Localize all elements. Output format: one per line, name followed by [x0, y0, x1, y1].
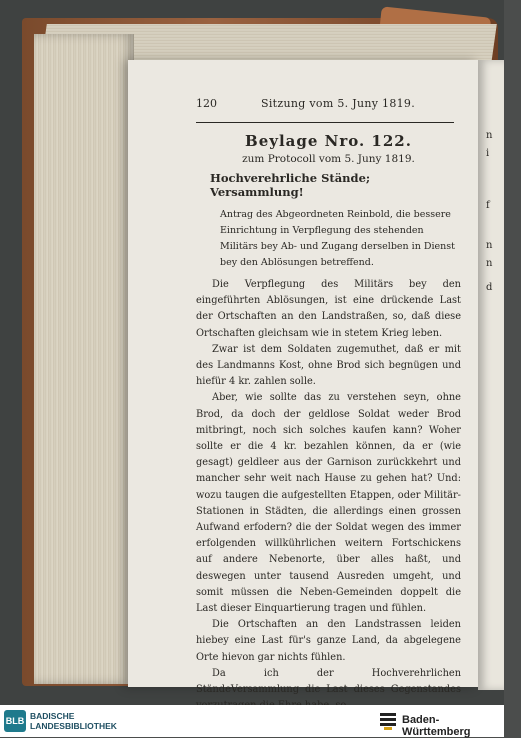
library-name-line1: BADISCHE [30, 711, 75, 721]
margin-char: n [486, 240, 493, 251]
paragraph: Da ich der Hochverehrlichen StändeVersammlung die Last dieses Gegenstandes [196, 667, 461, 696]
margin-char: d [486, 282, 493, 293]
margin-char: n [486, 258, 493, 269]
page-text [196, 124, 461, 714]
page-number: 120 [196, 97, 217, 110]
paragraph: Die Ortschaften an den Landstrassen leiden hiebey eine Last für's ganze Land, da abgelegene Orte hievon gar nichts fühlen. [196, 619, 461, 663]
margin-char: i [486, 148, 490, 159]
paragraph: Zwar ist dem Soldaten zugemuthet, daß er mit des Landmanns Kost, ohne Brod sich begnügen und hiefür 4 kr. zahlen solle. [196, 343, 461, 388]
paragraph: Die Verpflegung des Militärs bey den eingeführten Ablösungen, ist eine drückende Last der Ortschaften an den Landstraßen, so, daß diese Ortschaften gleichsam wie in stetem Krieg leben. [196, 279, 461, 339]
facing-page [478, 60, 504, 690]
baden-wuerttemberg-crest-icon [380, 712, 396, 730]
state-name[interactable]: Baden-Württemberg [402, 714, 471, 738]
footer-bar [0, 705, 504, 737]
document-subtitle: zum Protocoll vom 5. Juny 1819. [242, 153, 415, 165]
body-text [196, 277, 461, 714]
margin-char: f [486, 200, 490, 211]
document-title: Beylage Nro. 122. [245, 132, 412, 150]
motion-summary: Antrag des Abgeordneten Reinbold, die bessere Einrichtung in Verpflegung des stehenden Militärs bey Ab- und Zugang derselben in Dienst bey den Ablösungen betreffend. [220, 209, 455, 268]
library-name-line2: LANDESBIBLIOTHEK [30, 721, 117, 731]
library-name[interactable] [30, 711, 117, 731]
running-head: Sitzung vom 5. Juny 1819. [261, 97, 416, 110]
salutation: Hochverehrliche Stände; Versammlung! [210, 171, 371, 199]
blb-logo[interactable]: BLB [4, 710, 26, 732]
margin-char: n [486, 130, 493, 141]
paragraph: Aber, wie sollte das zu verstehen seyn, ohne Brod, da doch der geldlose Soldat weder Brod mitbringt, noch sich solches kaufen kann? Woher sollte er die 4 kr. bezahlen können, da er (wie gesagt) geldleer aus der Garnison zurückkehrt und mancher sehr weit nach Hause zu gehen hat? Und: wozu taugen die aufgestellten Etappen, oder Militär-Stationen in Städten, die allerdings einen grossen Aufwand erfodern? die der Soldat wegen des immer erfolgenden willkührlichen weitern Fortschickens auf andere Nebenorte, über alles haßt, und deswegen unter tausend Ausreden umgeht, und somit müssen die Neben-Gemeinden doppelt die Last dieser Einquartierung tragen und fühlen. [196, 392, 461, 615]
header-rule [196, 122, 454, 123]
page-side-edges [34, 34, 134, 684]
